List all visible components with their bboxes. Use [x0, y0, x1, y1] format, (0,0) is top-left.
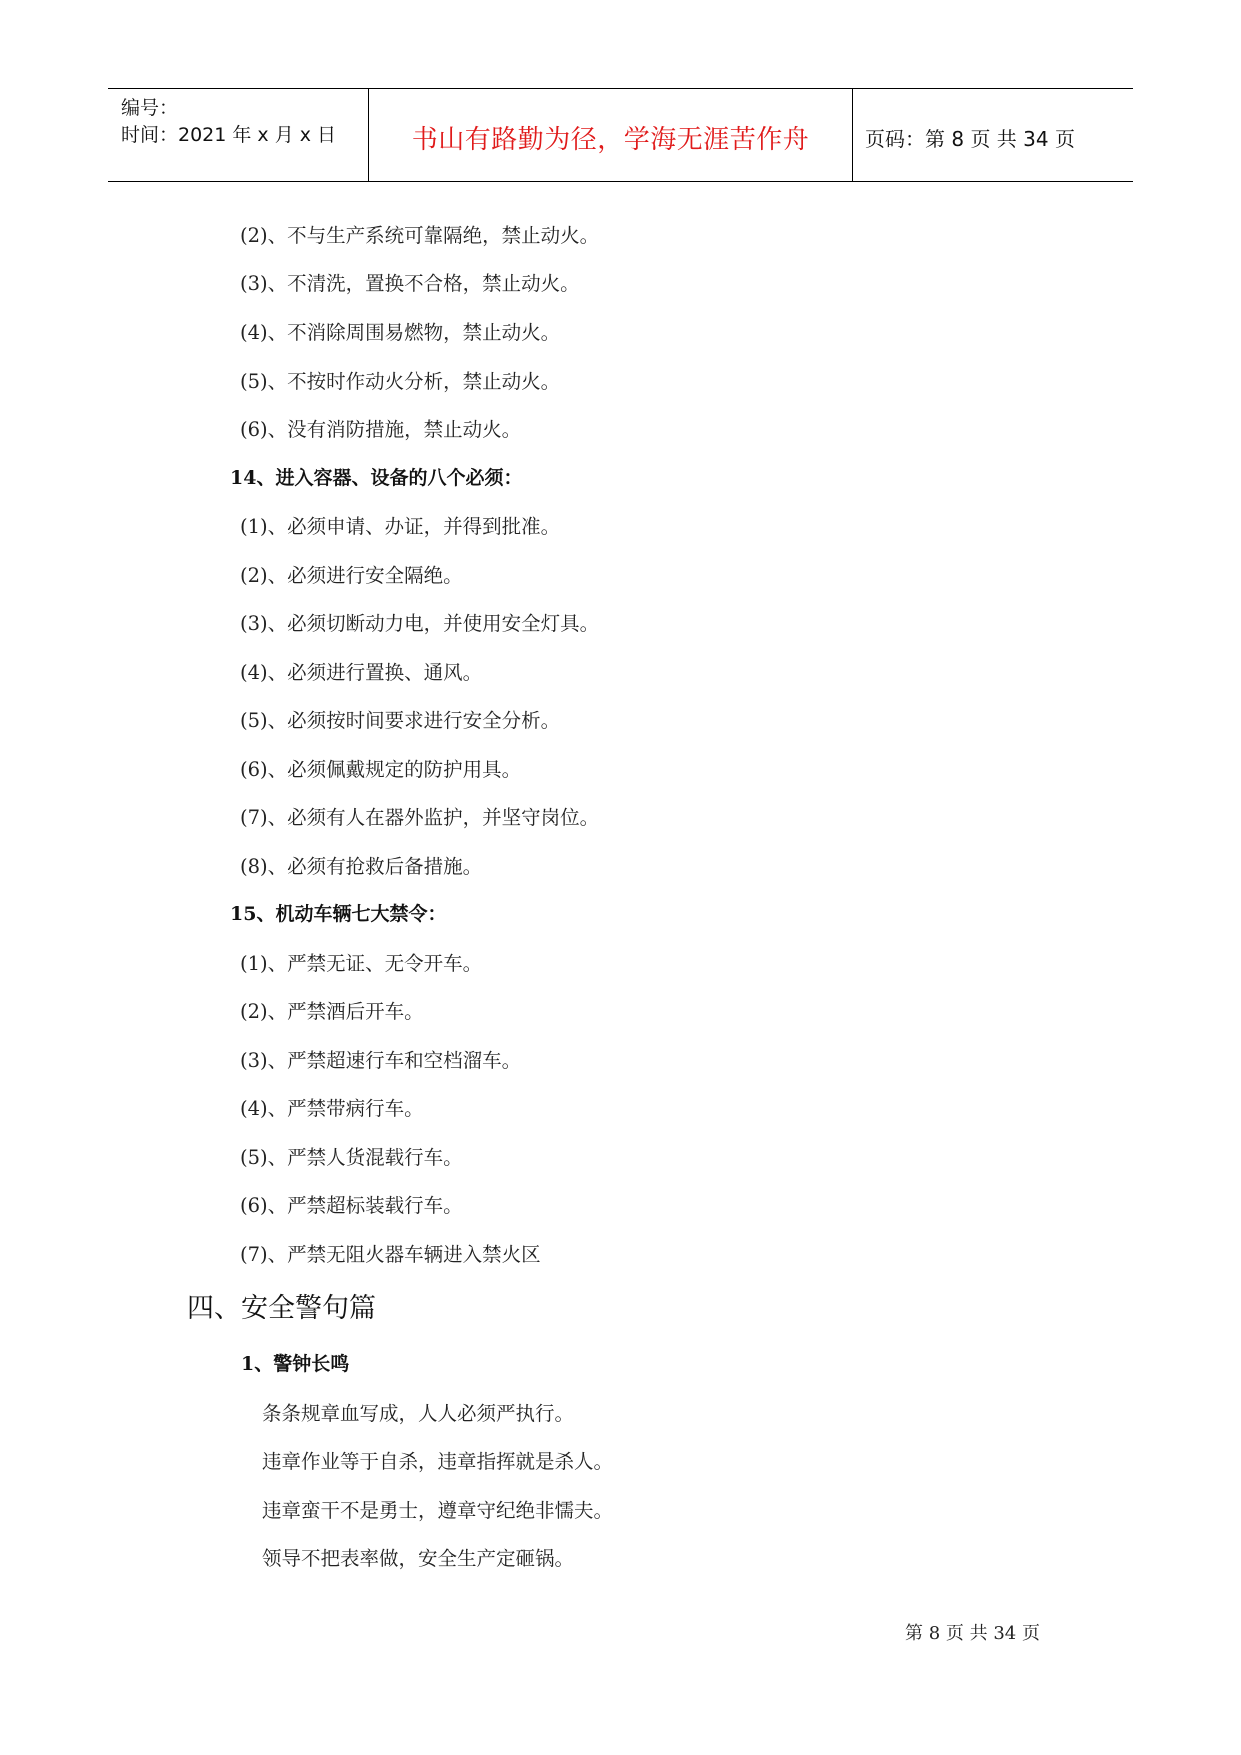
list-item: (3)、必须切断动力电，并使用安全灯具。	[240, 612, 600, 635]
list-item: (6)、严禁超标装载行车。	[240, 1194, 463, 1217]
slogan-line: 条条规章血写成，人人必须严执行。	[262, 1402, 575, 1425]
list-item: (2)、不与生产系统可靠隔绝，禁止动火。	[240, 224, 600, 247]
list-item: (2)、必须进行安全隔绝。	[240, 564, 463, 587]
slogan-line: 违章蛮干不是勇士，遵章守纪绝非懦夫。	[262, 1499, 614, 1522]
header-motto-cell	[369, 89, 853, 181]
list-item: (1)、严禁无证、无令开车。	[240, 952, 483, 975]
list-item: (5)、不按时作动火分析，禁止动火。	[240, 370, 561, 393]
list-item: (4)、必须进行置换、通风。	[240, 661, 483, 684]
section-heading-14: 14、进入容器、设备的八个必须：	[230, 467, 523, 489]
list-item: (3)、严禁超速行车和空档溜车。	[240, 1049, 522, 1072]
document-number-label: 编号：	[121, 97, 179, 119]
document-time-label: 时间：2021 年 x 月 x 日	[121, 124, 337, 146]
list-item: (7)、严禁无阻火器车辆进入禁火区	[240, 1243, 541, 1266]
list-item: (5)、必须按时间要求进行安全分析。	[240, 709, 561, 732]
list-item: (6)、没有消防措施，禁止动火。	[240, 418, 522, 441]
list-item: (4)、不消除周围易燃物，禁止动火。	[240, 321, 561, 344]
document-header	[108, 88, 1133, 182]
header-info-cell	[108, 89, 369, 181]
list-item: (6)、必须佩戴规定的防护用具。	[240, 758, 522, 781]
chapter-heading: 四、安全警句篇	[187, 1293, 376, 1324]
page-footer: 第 8 页 共 34 页	[905, 1623, 1040, 1644]
list-item: (3)、不清洗，置换不合格，禁止动火。	[240, 272, 580, 295]
list-item: (2)、严禁酒后开车。	[240, 1000, 424, 1023]
list-item: (5)、严禁人货混载行车。	[240, 1146, 463, 1169]
header-page-cell	[853, 89, 1133, 181]
list-item: (8)、必须有抢救后备措施。	[240, 855, 483, 878]
header-page-code: 页码：第 8 页 共 34 页	[865, 127, 1075, 151]
header-motto: 书山有路勤为径，学海无涯苦作舟	[411, 125, 810, 155]
list-item: (4)、严禁带病行车。	[240, 1097, 424, 1120]
slogan-line: 领导不把表率做，安全生产定砸锅。	[262, 1547, 575, 1570]
list-item: (7)、必须有人在器外监护，并坚守岗位。	[240, 806, 600, 829]
list-item: (1)、必须申请、办证，并得到批准。	[240, 515, 561, 538]
subsection-heading: 1、警钟长鸣	[241, 1353, 350, 1375]
section-heading-15: 15、机动车辆七大禁令：	[230, 903, 447, 925]
slogan-line: 违章作业等于自杀，违章指挥就是杀人。	[262, 1450, 614, 1473]
